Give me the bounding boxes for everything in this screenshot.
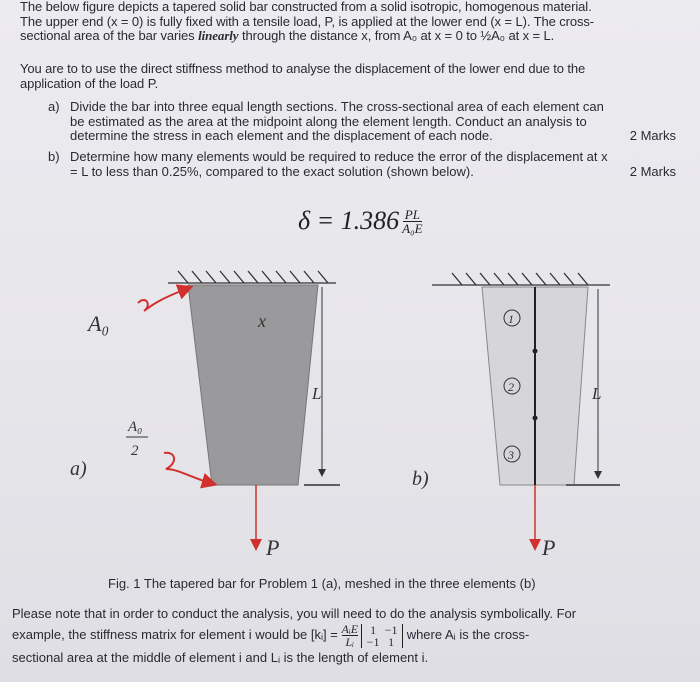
note-line-2b: where Aᵢ is the cross- bbox=[406, 626, 530, 642]
note-paragraph bbox=[12, 604, 684, 667]
formula-denominator: A₀E bbox=[402, 220, 423, 236]
label-x: x bbox=[258, 311, 266, 331]
matrix-cell-11: 1 bbox=[370, 622, 377, 637]
node-dot-2 bbox=[533, 416, 538, 421]
label-part-a: a) bbox=[70, 458, 87, 480]
question-a-label: a) bbox=[48, 99, 60, 114]
note-line-2 bbox=[12, 623, 684, 648]
note-line-3: sectional area at the middle of element i and Lᵢ is the length of element i. bbox=[12, 650, 429, 665]
formula-lhs: δ = 1.386 bbox=[298, 206, 400, 235]
area-a0-pointer bbox=[138, 289, 186, 311]
question-b-line-2: = L to less than 0.25%, compared to the exact solution (shown below). bbox=[70, 163, 474, 179]
intro-line-1: The below figure depicts a tapered solid bar constructed from a solid isotropic, homogenous material. bbox=[20, 0, 592, 14]
support-hatch-left bbox=[168, 271, 336, 283]
question-b-line-1: Determine how many elements would be required to reduce the error of the displacement at x bbox=[70, 149, 608, 164]
instruction-line-1: You are to to use the direct stiffness method to analyse the displacement of the lower end due to the bbox=[20, 61, 586, 76]
label-a0-half-den: 2 bbox=[131, 443, 139, 459]
emphasis-linearly: linearly bbox=[198, 28, 239, 44]
question-a-marks: 2 Marks bbox=[629, 128, 676, 143]
instruction-line-2: application of the load P. bbox=[20, 75, 159, 91]
label-a0-half-num: A₀ bbox=[128, 419, 143, 435]
intro-paragraph bbox=[20, 0, 680, 44]
stiffness-matrix bbox=[342, 623, 404, 648]
stiffness-numerator: AᵢE bbox=[341, 622, 359, 636]
matrix-cell-21: −1 bbox=[366, 634, 380, 649]
question-a bbox=[48, 100, 676, 144]
label-part-b: b) bbox=[412, 468, 429, 490]
question-a-line-2: be estimated as the area at the midpoint along the element length. Conduct an analysis to bbox=[70, 113, 587, 129]
element-number-3: 3 bbox=[508, 448, 514, 462]
note-line-2a: example, the stiffness matrix for element i would be [kᵢ] = bbox=[12, 626, 338, 642]
intro-line-2: The upper end (x = 0) is fully fixed with a tensile load, P, is applied at the lower end (x = L). The cross- bbox=[20, 13, 595, 29]
question-a-line-1: Divide the bar into three equal length sections. The cross-sectional area of each element can bbox=[70, 99, 604, 114]
label-a0: A₀ bbox=[88, 311, 110, 336]
exact-solution-formula bbox=[298, 206, 423, 236]
label-load-left: P bbox=[266, 535, 280, 560]
instruction-paragraph bbox=[20, 62, 680, 91]
formula-fraction bbox=[402, 208, 422, 235]
question-a-line-3: determine the stress in each element and the displacement of each node. bbox=[70, 128, 493, 144]
stiffness-denominator: Lᵢ bbox=[345, 635, 355, 649]
note-line-1: Please note that in order to conduct the analysis, you will need to do the analysis symbolically. For bbox=[12, 606, 577, 621]
question-b-marks: 2 Marks bbox=[629, 164, 676, 179]
node-dot-1 bbox=[533, 349, 538, 354]
matrix-cell-12: −1 bbox=[384, 622, 398, 637]
tapered-bar-left bbox=[188, 285, 318, 485]
intro-line-3: sectional area of the bar varies linearly through the distance x, from A₀ at x = 0 to ½A₀ at x = L. bbox=[20, 28, 555, 44]
figure-caption: Fig. 1 The tapered bar for Problem 1 (a), meshed in the three elements (b) bbox=[108, 576, 536, 591]
question-b bbox=[48, 150, 676, 179]
formula-numerator: PL bbox=[404, 206, 420, 222]
label-load-right: P bbox=[542, 535, 556, 560]
matrix-cell-22: 1 bbox=[388, 634, 395, 649]
label-length-right: L bbox=[592, 384, 602, 403]
area-half-pointer bbox=[164, 453, 210, 483]
label-length-left: L bbox=[312, 384, 322, 403]
question-b-label: b) bbox=[48, 149, 60, 164]
element-number-1: 1 bbox=[508, 312, 514, 326]
support-hatch-right bbox=[432, 273, 610, 285]
tapered-bar-figure bbox=[0, 255, 700, 575]
element-number-2: 2 bbox=[508, 380, 514, 394]
